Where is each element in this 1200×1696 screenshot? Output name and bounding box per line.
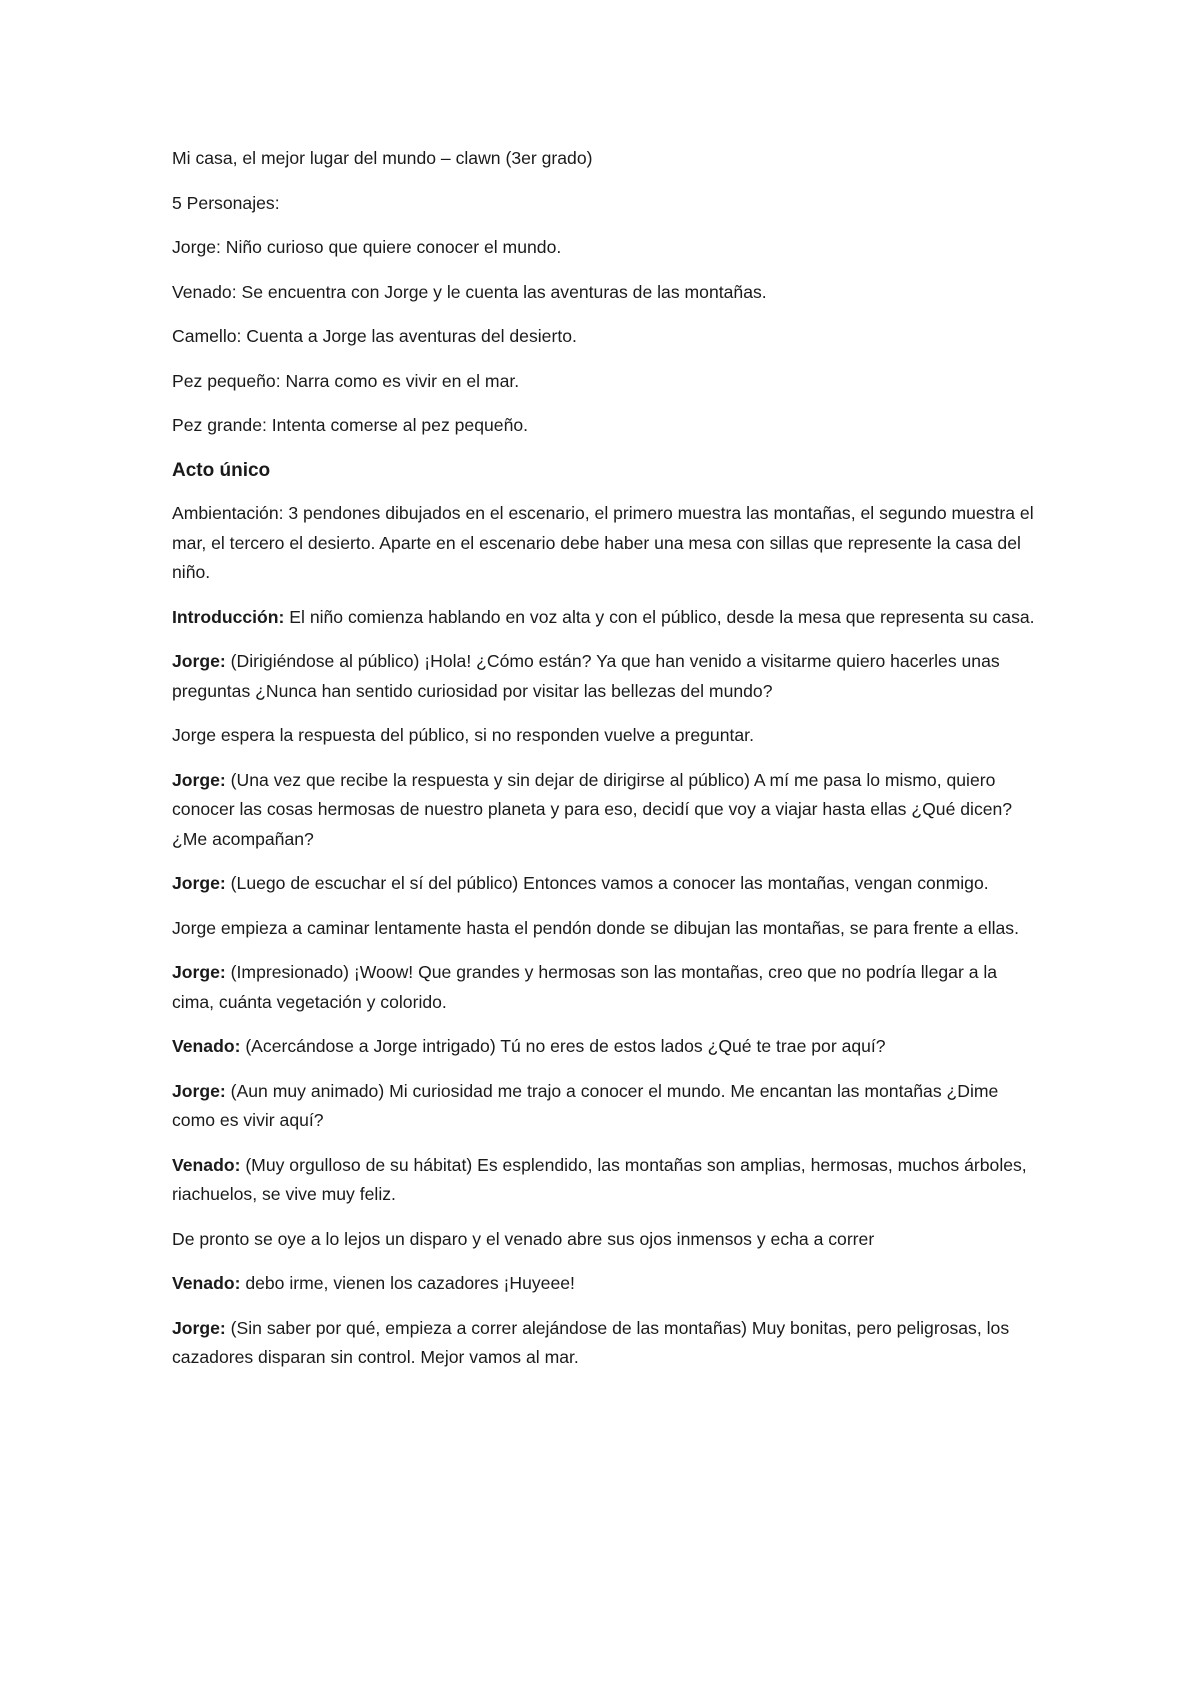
speaker-label: Venado: <box>172 1273 241 1293</box>
stage-direction <box>172 914 1042 944</box>
character-item: Pez pequeño: Narra como es vivir en el mar. <box>172 370 520 391</box>
dialogue-text: (Acercándose a Jorge intrigado) Tú no eres de estos lados ¿Qué te trae por aquí? <box>240 1036 886 1056</box>
dialogue-text: (Sin saber por qué, empieza a correr alejándose de las montañas) Muy bonitas, pero peligrosas, los cazadores disparan sin control. Mejor vamos al mar. <box>172 1317 1010 1367</box>
script-line <box>172 603 1042 633</box>
script-line <box>172 1269 1042 1299</box>
dialogue-text: (Una vez que recibe la respuesta y sin dejar de dirigirse al público) A mí me pasa lo mismo, quiero conocer las cosas hermosas de nuestro planeta y para eso, decidí que voy a viajar hasta ellas ¿Qué dicen? ¿Me acompañan? <box>172 769 1013 849</box>
script-line <box>172 1151 1042 1210</box>
character-item: Venado: Se encuentra con Jorge y le cuenta las aventuras de las montañas. <box>172 281 767 302</box>
speaker-label: Jorge: <box>172 1080 226 1101</box>
speaker-label: Introducción: <box>172 606 285 627</box>
script-line <box>172 958 1042 1017</box>
speaker-label: Venado: <box>172 1154 241 1175</box>
script-line <box>172 1077 1042 1136</box>
character-item: Jorge: Niño curioso que quiere conocer el mundo. <box>172 237 562 257</box>
dialogue-text: Jorge empieza a caminar lentamente hasta el pendón donde se dibujan las montañas, se para frente a ellas. <box>172 917 1019 938</box>
speaker-label: Jorge: <box>172 1317 226 1338</box>
speaker-label: Jorge: <box>172 769 226 790</box>
document-body <box>172 144 1042 1388</box>
setting-paragraph: Ambientación: 3 pendones dibujados en el escenario, el primero muestra las montañas, el segundo muestra el mar, el tercero el desierto. Aparte en el escenario debe haber una mesa con sillas que represente la casa del niño. <box>172 503 1034 582</box>
characters-heading: 5 Personajes: <box>172 192 280 213</box>
document-title: Mi casa, el mejor lugar del mundo – clawn (3er grado) <box>172 148 593 168</box>
dialogue-text: (Luego de escuchar el sí del público) Entonces vamos a conocer las montañas, vengan conmigo. <box>225 873 989 893</box>
speaker-label: Jorge: <box>172 651 226 671</box>
dialogue-text: El niño comienza hablando en voz alta y con el público, desde la mesa que representa su casa. <box>284 606 1035 627</box>
dialogue-text: (Impresionado) ¡Woow! Que grandes y hermosas son las montañas, creo que no podría llegar a la cima, cuánta vegetación y colorido. <box>172 962 998 1012</box>
dialogue-text: De pronto se oye a lo lejos un disparo y el venado abre sus ojos inmensos y echa a correr <box>172 1228 875 1249</box>
character-item: Camello: Cuenta a Jorge las aventuras del desierto. <box>172 326 577 346</box>
stage-direction <box>172 721 1042 751</box>
speaker-label: Jorge: <box>172 873 226 893</box>
dialogue-text: (Aun muy animado) Mi curiosidad me trajo a conocer el mundo. Me encantan las montañas ¿Dime como es vivir aquí? <box>172 1080 999 1130</box>
act-heading: Acto único <box>172 459 271 481</box>
speaker-label: Jorge: <box>172 962 226 982</box>
script-line <box>172 1032 1042 1062</box>
script-line <box>172 647 1042 706</box>
speaker-label: Venado: <box>172 1036 241 1056</box>
dialogue-text: Jorge espera la respuesta del público, si no responden vuelve a preguntar. <box>172 725 754 745</box>
stage-direction <box>172 1225 1042 1255</box>
script-line <box>172 1314 1042 1373</box>
dialogue-text: debo irme, vienen los cazadores ¡Huyeee! <box>240 1273 575 1293</box>
character-item: Pez grande: Intenta comerse al pez pequeño. <box>172 415 529 435</box>
dialogue-text: (Dirigiéndose al público) ¡Hola! ¿Cómo están? Ya que han venido a visitarme quiero hacerles unas preguntas ¿Nunca han sentido curiosidad por visitar las bellezas del mundo? <box>172 651 1000 701</box>
dialogue-text: (Muy orgulloso de su hábitat) Es esplendido, las montañas son amplias, hermosas, muchos árboles, riachuelos, se vive muy feliz. <box>172 1154 1027 1204</box>
script-line <box>172 869 1042 899</box>
script-line <box>172 766 1042 855</box>
